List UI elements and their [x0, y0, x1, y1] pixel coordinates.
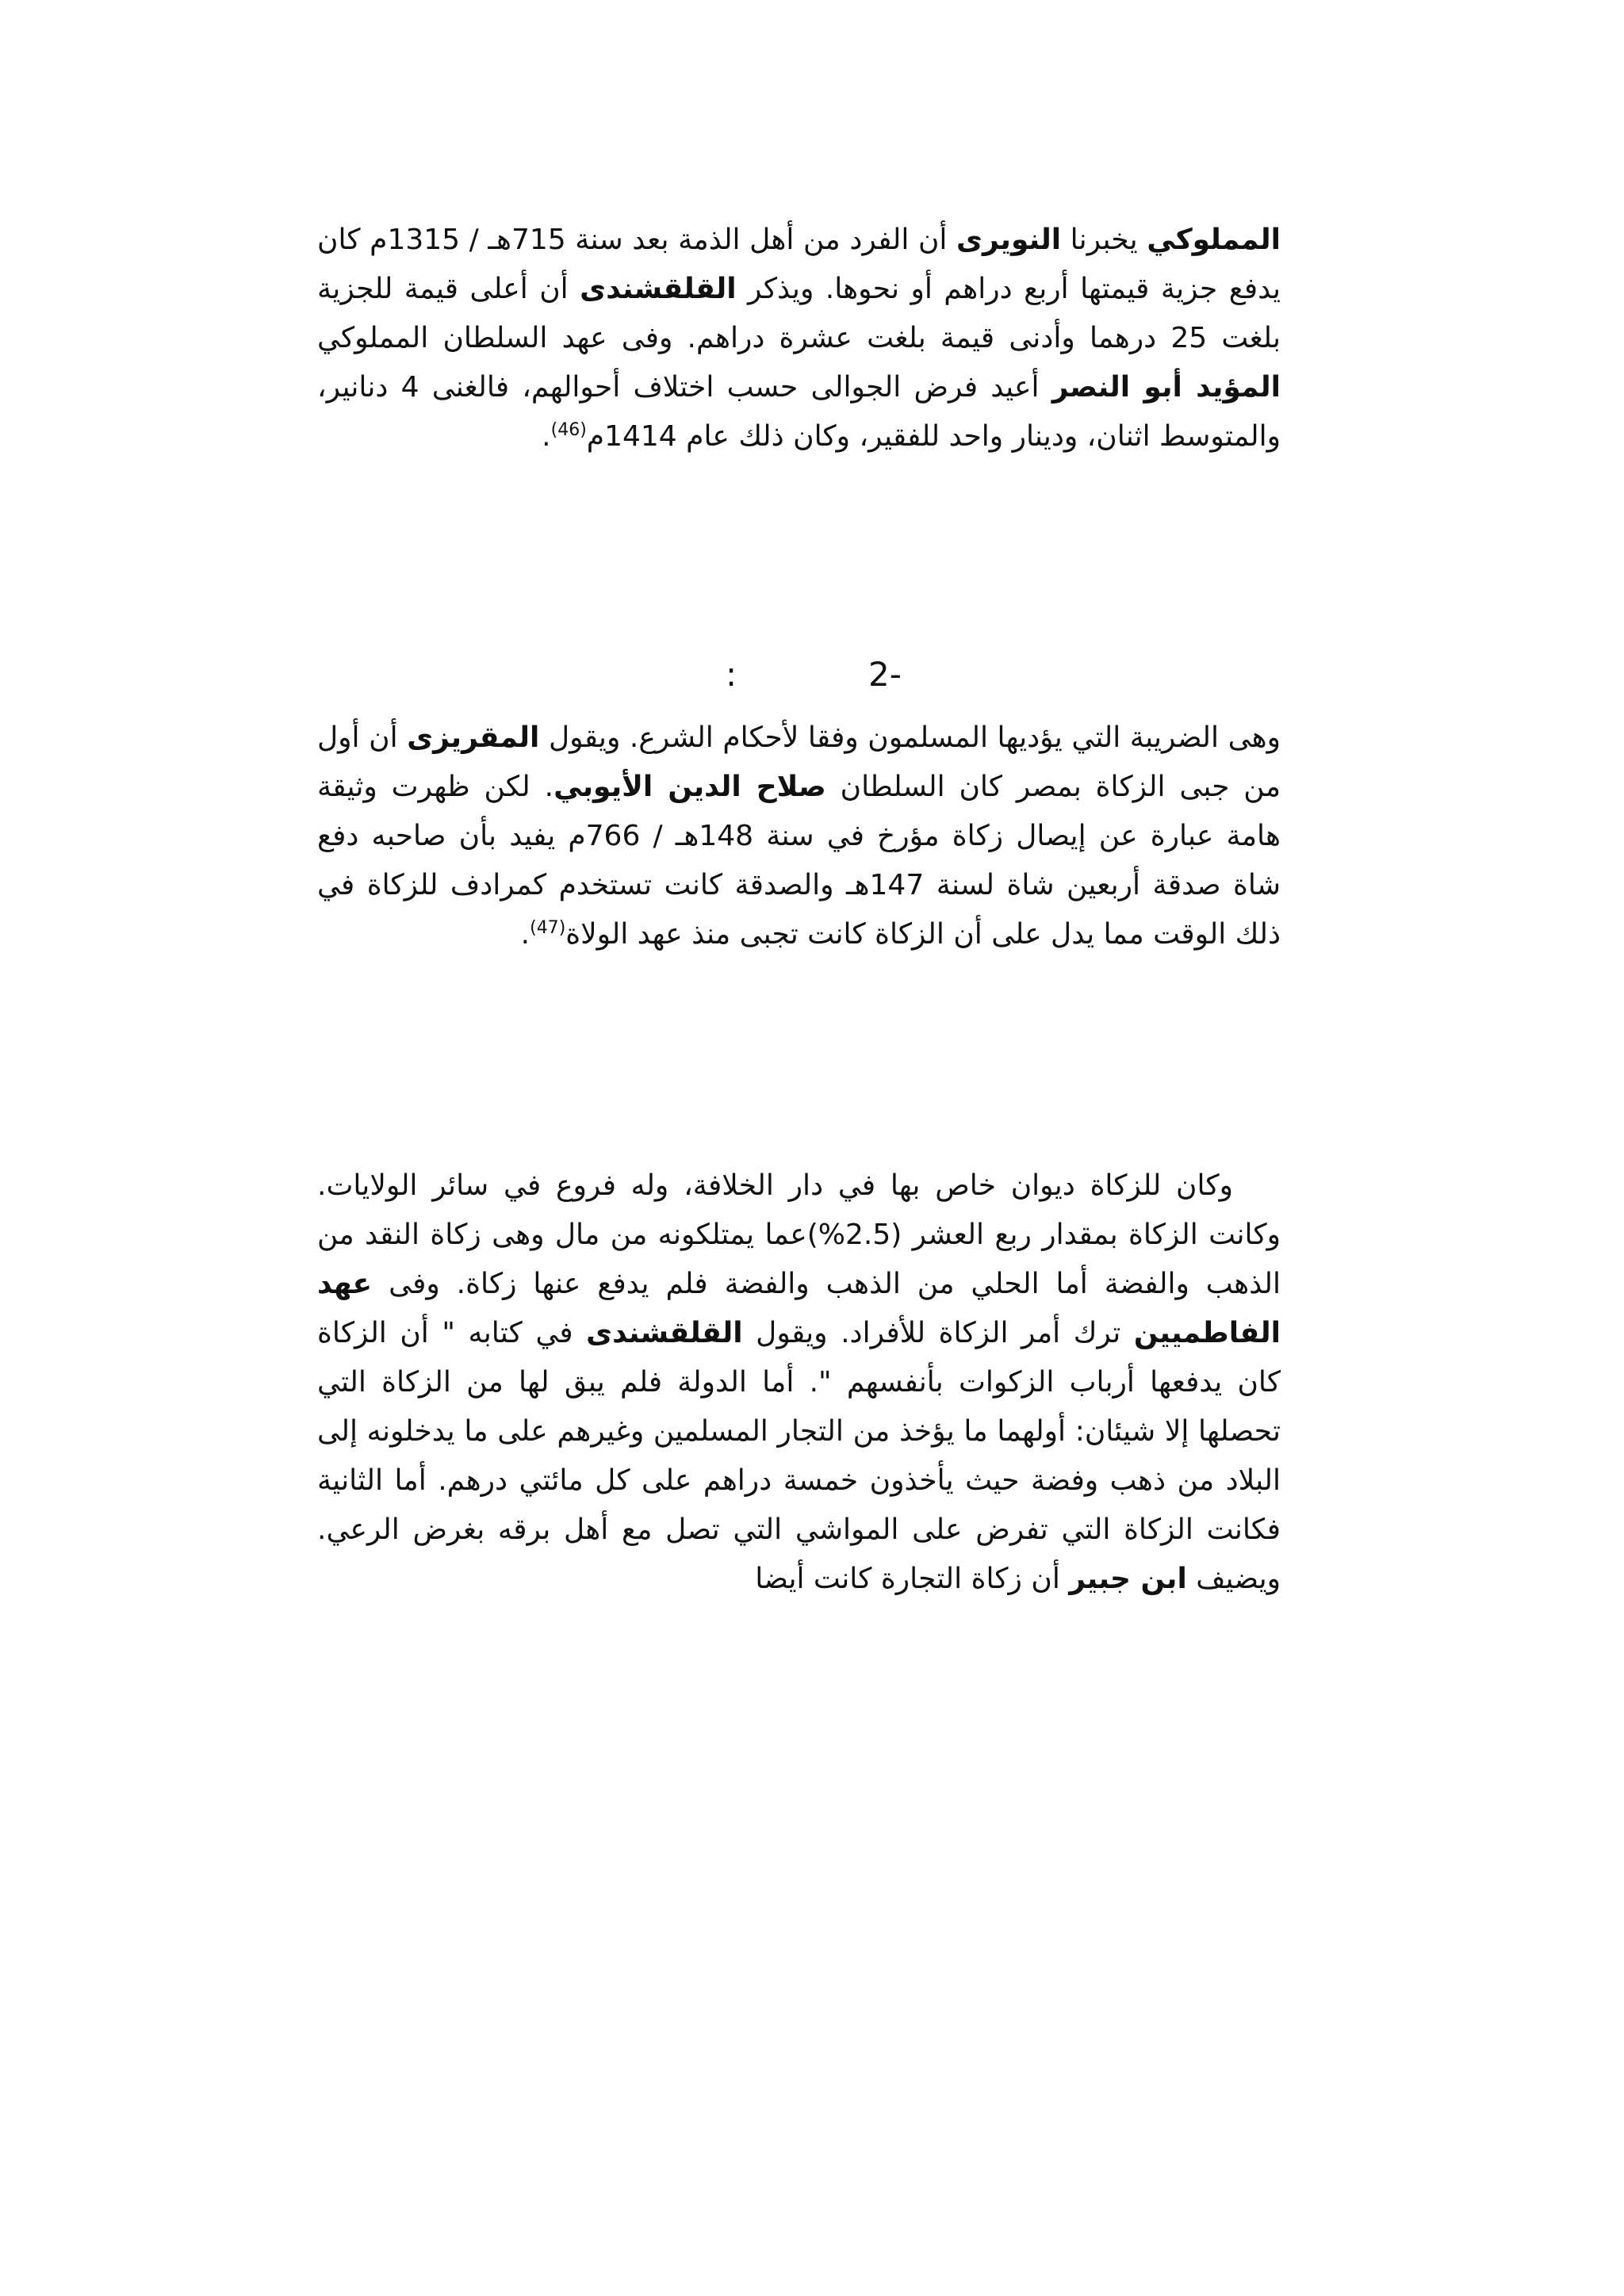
- paragraph-text: وهى الضريبة التي يؤديها المسلمون وفقا لأحكام الشرع. ويقول: [539, 721, 1281, 754]
- paragraph-text: أن الفرد من أهل الذمة بعد سنة 715هـ / 1315م كان يدفع جزية قيمتها أربع دراهم أو نحوها. ويذكر: [317, 224, 1281, 305]
- paragraph-text: ترك أمر الزكاة للأفراد. ويقول: [742, 1317, 1134, 1349]
- paragraph-zakat-origin: [317, 714, 1281, 959]
- paragraph-zakat-diwan: [317, 1161, 1281, 1604]
- bold-term: المملوكي: [1147, 224, 1281, 256]
- paragraph-text: . لكن ظهرت وثيقة هامة عبارة عن إيصال زكاة مؤرخ في سنة 148هـ / 766م يفيد بأن صاحبه دفع شاة صدقة أربعين شاة لسنة 147هـ والصدقة كانت تستخدم كمرادف للزكاة في ذلك الوقت مما يدل على أن الزكاة كانت تجبى منذ عهد الولاة: [317, 771, 1281, 951]
- section-colon: :: [726, 655, 737, 694]
- bold-term: القلقشندى: [586, 1317, 743, 1349]
- footnote-ref-47: (47): [530, 918, 566, 938]
- bold-term: النويرى: [956, 224, 1062, 256]
- bold-term: المؤيد أبو النصر: [1051, 371, 1281, 404]
- bold-term: المقريزى: [407, 721, 540, 754]
- bold-term: عهد الفاطميين: [317, 1268, 1281, 1349]
- paragraph-text: أن أعلى قيمة للجزية بلغت 25 درهما وأدنى قيمة بلغت عشرة دراهم. وفى عهد السلطان المملوكي: [317, 273, 1281, 354]
- paragraph-text: وكان للزكاة ديوان خاص بها في دار الخلافة، وله فروع في سائر الولايات. وكانت الزكاة بمقدار ربع العشر (2.5%)عما يمتلكونه من مال وهى زكاة النقد من الذهب والفضة أما الحلي من الذهب والفضة فلم يدفع عنها زكاة. وفى: [317, 1169, 1281, 1300]
- paragraph-end: .: [542, 420, 551, 453]
- paragraph-text: أعيد فرض الجوالى حسب اختلاف أحوالهم، فالغنى 4 دنانير، والمتوسط اثنان، ودينار واحد للفقير، وكان ذلك عام 1414م: [317, 371, 1281, 453]
- paragraph-text: في كتابه " أن الزكاة كان يدفعها أرباب الزكوات بأنفسهم ". أما الدولة فلم يبق لها من الزكاة التي تحصلها إلا شيئان: أولهما ما يؤخذ من التجار المسلمين وغيرهم على ما يدخلونه إلى البلاد من ذهب وفضة حيث يأخذون خمسة دراهم على كل مائتي درهم. أما الثانية فكانت الزكاة التي تفرض على المواشي التي تصل مع أهل برقه بغرض الرعي. ويضيف: [317, 1317, 1281, 1595]
- paragraph-text: أن زكاة التجارة كانت أيضا: [755, 1563, 1070, 1595]
- bold-term: صلاح الدين الأيوبي: [553, 771, 826, 803]
- paragraph-text: أن أول من جبى الزكاة بمصر كان السلطان: [317, 721, 1281, 803]
- section-heading: [317, 655, 1281, 710]
- paragraph-end: .: [520, 918, 530, 951]
- bold-term: ابن جبير: [1069, 1563, 1187, 1595]
- paragraph-mamluk-jizya: [317, 216, 1281, 461]
- section-number: 2-: [868, 655, 902, 694]
- bold-term: القلقشندى: [580, 273, 737, 305]
- footnote-ref-46: (46): [550, 420, 587, 440]
- paragraph-text: يخبرنا: [1061, 224, 1147, 256]
